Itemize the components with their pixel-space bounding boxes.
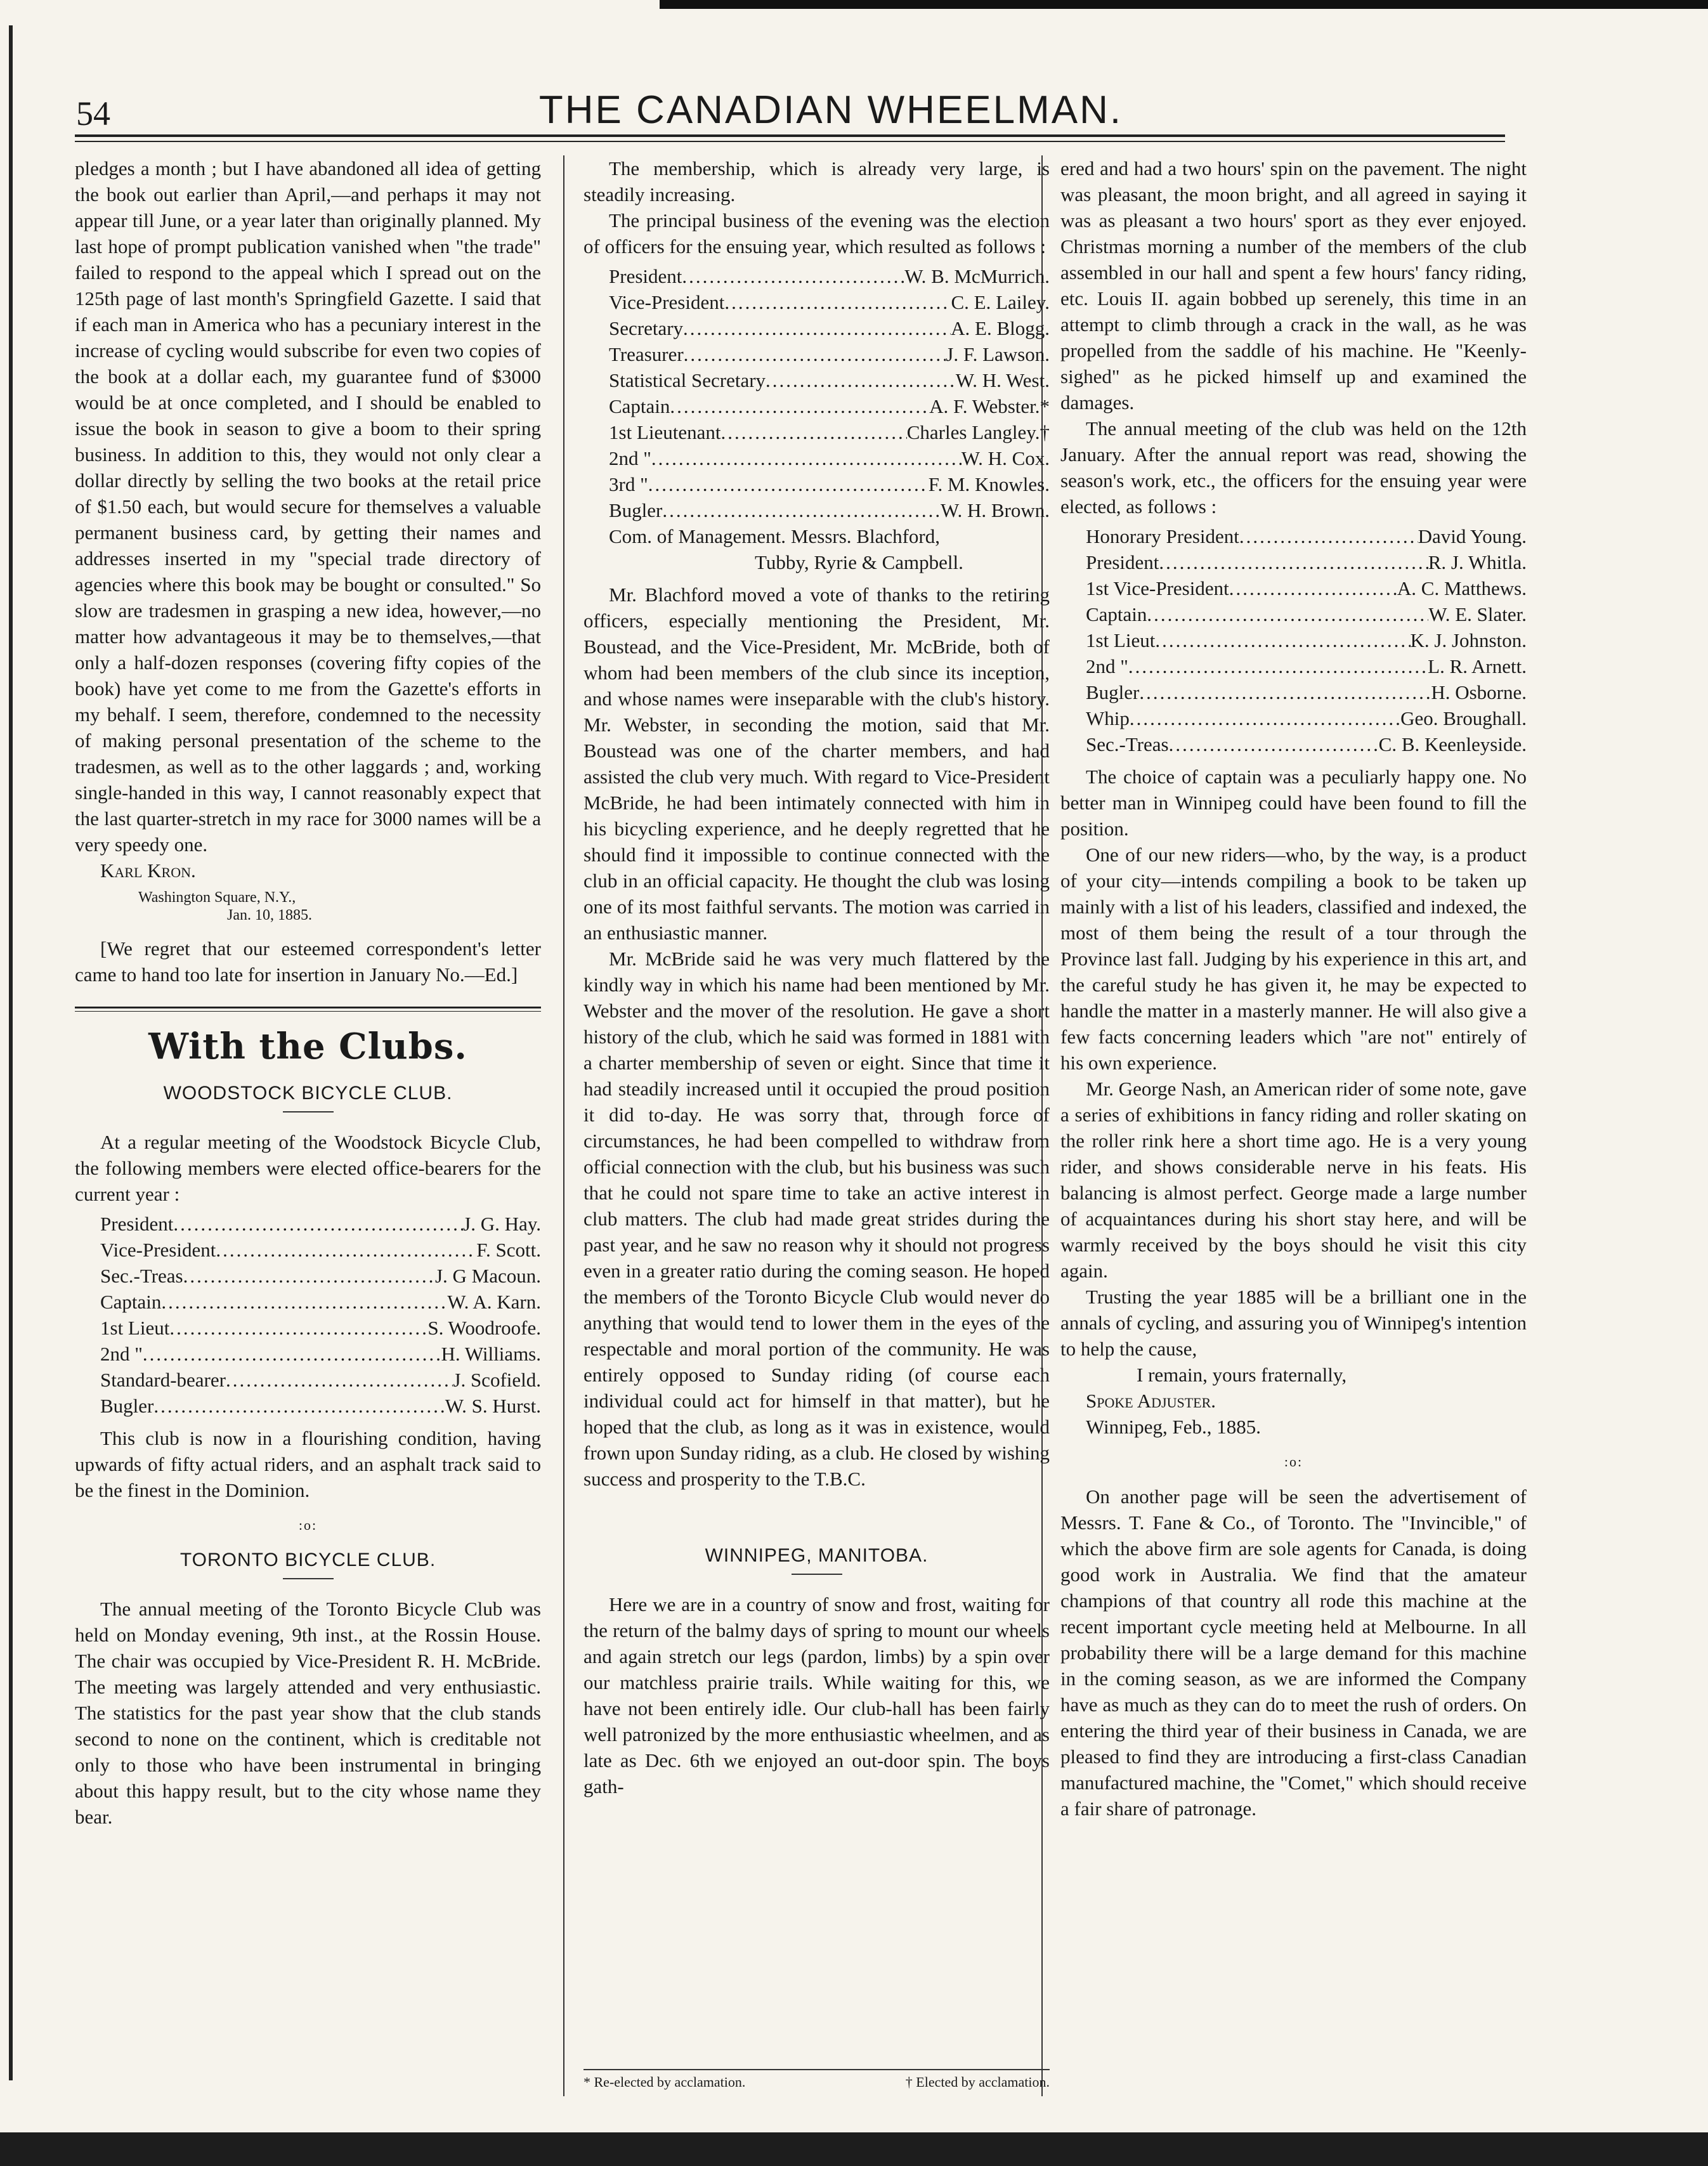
letter-signature-winnipeg: Spoke Adjuster. xyxy=(1086,1390,1216,1412)
officer-row: Bugler ..... W. H. Brown. xyxy=(609,497,1050,523)
woodstock-closing: This club is now in a flourishing condition, having upwards of fifty actual riders, and an asphalt track said to be the finest in the Dominion. xyxy=(75,1427,541,1501)
officer-row: 1st Lieut ..... K. J. Johnston. xyxy=(1086,627,1527,653)
scan-edge-top xyxy=(660,0,1708,9)
short-rule xyxy=(792,1574,842,1575)
scan-edge-bottom xyxy=(0,2132,1708,2166)
toronto-election: The principal business of the evening was the election of officers for the ensuing year, which resulted as follows : xyxy=(583,209,1050,258)
scan-edge-left xyxy=(9,25,13,2080)
officer-row-continued: Tubby, Ryrie & Campbell. xyxy=(755,551,963,573)
officer-row: Vice-President ..... F. Scott. xyxy=(100,1237,541,1263)
letter-dateline xyxy=(75,889,541,924)
short-rule xyxy=(283,1578,334,1579)
dateline-place: Washington Square, N.Y., xyxy=(138,889,296,906)
winnipeg-paragraph: Here we are in a country of snow and frost, waiting for the return of the balmy days of spring to mount our wheels and again stretch our legs (pardon, limbs) by a spin over our matchless prairie trails. While waiting for this, we have not been entirely idle. Our club-hall has been fairly well patronized by the more enthusiastic wheelmen, and as late as Dec. 6th we enjoyed an out-door spin. The boys gath- xyxy=(583,1593,1050,1797)
letter-paragraph: pledges a month ; but I have abandoned all idea of getting the book out earlier than April,—and perhaps it may not appear till June, or a year later than originally planned. My last hope of prompt publication vanished when "the trade" failed to respond to the appeal which I spread out on the 125th page of last month's Springfield Gazette. I said that if each man in America who has a pecuniary interest in the increase of cycling would subscribe for even two copies of the book at a dollar each, my guarantee fund of $3000 would be at once completed, and I should be enabled to issue the book in season to give a boom to their spring business. In addition to this, they would not only clear a dollar directly by selling the two books at the retail price of $1.50 each, but would secure for themselves a valuable permanent business card, by getting their names and addresses inserted in my "special trade directory of agencies where this book may be bought or consulted." So slow are tradesmen in grasping a new idea, however,—no matter how advantageous it may be to themselves,—that only a half-dozen responses (covering fifty copies of the book) have yet come to me from the Gazette's efforts in my behalf. I seem, therefore, condemned to the necessity of making personal presentation of the scheme to the tradesmen, as well as to the other laggards ; and, working single-handed in this way, I cannot reasonably expect that the last quarter-stretch in my race for 3000 names will be a very speedy one. xyxy=(75,157,541,856)
officer-row: Statistical Secretary ..... W. H. West. xyxy=(609,367,1050,393)
officer-row: Bugler ..... H. Osborne. xyxy=(1086,679,1527,705)
officer-row: 1st Vice-President ..... A. C. Matthews. xyxy=(1086,575,1527,601)
column-2 xyxy=(583,155,1050,1799)
officer-row: Standard-bearer ..... J. Scofield. xyxy=(100,1367,541,1393)
woodstock-heading: WOODSTOCK BICYCLE CLUB. xyxy=(163,1083,453,1104)
dateline-date: Jan. 10, 1885. xyxy=(227,907,312,923)
section-rule xyxy=(75,1007,541,1012)
winnipeg-dateline: Winnipeg, Feb., 1885. xyxy=(1086,1416,1261,1438)
toronto-heading: TORONTO BICYCLE CLUB. xyxy=(179,1549,436,1570)
officer-row: Whip ..... Geo. Broughall. xyxy=(1086,705,1527,731)
header-rule-thin xyxy=(75,141,1505,142)
officer-row: President ..... R. J. Whitla. xyxy=(1086,549,1527,575)
officer-row: 2nd " ..... H. Williams. xyxy=(100,1341,541,1367)
editor-note: [We regret that our esteemed correspondent's letter came to hand too late for insertion in January No.—Ed.] xyxy=(75,937,541,986)
george-nash-paragraph: Mr. George Nash, an American rider of some note, gave a series of exhibitions in fancy riding and roller skating on the roller rink here a short time ago. He is a very young rider, and shows considerable nerve in his feats. His balancing is almost perfect. George made a large number of acquaintances during his short stay here, and will be warmly received by the boys should he visit this city again. xyxy=(1060,1078,1527,1282)
officer-row: 2nd " ..... W. H. Cox. xyxy=(609,445,1050,471)
new-riders-paragraph: One of our new riders—who, by the way, is a product of your city—intends compiling a book to be taken up mainly with a list of his leaders, classified and indexed, the most of them being the result of a tour through the Province last fall. Judging by his experience in this art, and the careful study he has given it, he may be expected to handle the matter in a masterly manner. He will also give a few facts concerning leaders which "are not" entirely of his own experience. xyxy=(1060,844,1527,1074)
officer-row: Sec.-Treas ..... C. B. Keenleyside. xyxy=(1086,731,1527,757)
officer-row: Captain ..... A. F. Webster.* xyxy=(609,393,1050,419)
fane-advert-paragraph: On another page will be seen the advertisement of Messrs. T. Fane & Co., of Toronto. The "Invincible," of which the above firm are sole agents for Canada, is doing good work in Australia. We find that the amateur champions of that country all rode this machine at the recent important cycle meeting held at Melbourne. In all probability there will be a large demand for this machine in the coming season, as we are informed the Company have as much as they can do to meet the rush of orders. On entering the third year of their business in Canada, we are pleased to find they are introducing a first-class Canadian manufactured machine, the "Comet," which should receive a fair share of patronage. xyxy=(1060,1485,1527,1820)
officer-row: Secretary ..... A. E. Blogg. xyxy=(609,315,1050,341)
masthead-title: THE CANADIAN WHEELMAN. xyxy=(538,88,1123,132)
letter-closing: I remain, yours fraternally, xyxy=(1137,1364,1347,1386)
officer-row: 3rd " ..... F. M. Knowles. xyxy=(609,471,1050,497)
officer-row: Captain ..... W. E. Slater. xyxy=(1086,601,1527,627)
blachford-paragraph: Mr. Blachford moved a vote of thanks to the retiring officers, especially mentioning the President, Mr. Boustead, and the Vice-President, Mr. McBride, both of whom had been members of the club since its inception, and whose names were inseparable with the club's history. Mr. Webster, in seconding the motion, said that Mr. Boustead was one of the charter members, and had assisted the club very much. With regard to Vice-President McBride, he had been intimately connected with him in his bicycling experience, and he deeply regretted that he should find it impossible to continue connected with the club in an official capacity. He thought the club was losing one of its most faithful servants. The motion was carried in an enthusiastic manner. xyxy=(583,584,1050,944)
woodstock-officers xyxy=(100,1211,541,1419)
officer-row: Treasurer ..... J. F. Lawson. xyxy=(609,341,1050,367)
column-divider xyxy=(563,155,564,2096)
officer-row: Captain ..... W. A. Karn. xyxy=(100,1289,541,1315)
officer-row: 1st Lieut ..... S. Woodroofe. xyxy=(100,1315,541,1341)
footnote-reelected: * Re-elected by acclamation. xyxy=(583,2074,746,2090)
toronto-intro: The annual meeting of the Toronto Bicycle Club was held on Monday evening, 9th inst., at the Rossin House. The chair was occupied by Vice-President R. H. McBride. The meeting was largely attended and very enthusiastic. The statistics for the past year show that the club stands second to none on the continent, which is creditable not only to those who have been instrumental in bringing about this happy result, but to the city whose name they bear. xyxy=(75,1598,541,1828)
officer-row: Sec.-Treas ..... J. G Macoun. xyxy=(100,1263,541,1289)
officer-row: President ..... J. G. Hay. xyxy=(100,1211,541,1237)
toronto-membership: The membership, which is already very large, is steadily increasing. xyxy=(583,157,1050,206)
winnipeg-continued: ered and had a two hours' spin on the pavement. The night was pleasant, the moon bright, and all agreed in saying it was as pleasant a two hours' sport as they ever enjoyed. Christmas morning a number of the members of the club assembled in our hall and spent a few hours' fancy riding, etc. Louis II. again bobbed up serenely, this time in an attempt to climb through a crack in the wall, as he was propelled from the saddle of his machine. He "Keenly-sighed" as he picked himself up and examined the damages. xyxy=(1060,157,1527,414)
short-rule xyxy=(283,1111,334,1112)
column-3 xyxy=(1060,155,1527,1822)
trusting-paragraph: Trusting the year 1885 will be a brilliant one in the annals of cycling, and assuring you of Winnipeg's intention to help the cause, xyxy=(1060,1286,1527,1360)
winnipeg-heading: WINNIPEG, MANITOBA. xyxy=(705,1545,929,1566)
captain-paragraph: The choice of captain was a peculiarly happy one. No better man in Winnipeg could have been found to fill the position. xyxy=(1060,766,1527,840)
officer-row: Bugler ..... W. S. Hurst. xyxy=(100,1393,541,1419)
toronto-officers xyxy=(609,263,1050,575)
footnotes xyxy=(583,2069,1050,2091)
winnipeg-annual-meeting: The annual meeting of the club was held on the 12th January. After the annual report was read, showing the season's work, etc., the officers for the ensuing year were elected, as follows : xyxy=(1060,417,1527,518)
officer-row: President ..... W. B. McMurrich. xyxy=(609,263,1050,289)
woodstock-intro: At a regular meeting of the Woodstock Bicycle Club, the following members were elected office-bearers for the current year : xyxy=(75,1131,541,1205)
header-rule xyxy=(75,134,1505,137)
officer-row: Com. of Management. Messrs. Blachford, xyxy=(609,525,940,547)
officer-row: 1st Lieutenant ..... Charles Langley.† xyxy=(609,419,1050,445)
column-1 xyxy=(75,155,541,1830)
footnote-elected: † Elected by acclamation. xyxy=(905,2074,1050,2090)
officer-row: Honorary President ..... David Young. xyxy=(1086,523,1527,549)
mcbride-paragraph: Mr. McBride said he was very much flattered by the kindly way in which his name had been mentioned by Mr. Webster and the mover of the resolution. He gave a short history of the club, which he said was formed in 1881 with a charter membership of seven or eight. Since that time it had steadily increased until it occupied the proud position it did to-day. He was sorry that, through force of circumstances, he had been compelled to withdraw from official connection with the club, but his business was such that he could not spare time to take an active interest in club matters. The club had made great strides during the past year, and he saw no reason why it should not progress even in a greater ratio during the coming season. He hoped the members of the Toronto Bicycle Club would never do anything that would tend to lower them in the eyes of the respectable and moral portion of the community. He was entirely opposed to Sunday riding (of course each individual could act for himself in that matter), but he hoped that the club, as long as it was in existence, would frown upon Sunday riding, as a club. He closed by wishing success and prosperity to the T.B.C. xyxy=(583,948,1050,1490)
letter-signature: Karl Kron. xyxy=(100,859,196,882)
page-number: 54 xyxy=(76,95,110,133)
winnipeg-officers xyxy=(1086,523,1527,757)
officer-row: 2nd " ..... L. R. Arnett. xyxy=(1086,653,1527,679)
section-ornament: :o: xyxy=(1284,1454,1303,1470)
section-title: With the Clubs. xyxy=(148,1026,467,1067)
section-ornament: :o: xyxy=(298,1517,318,1533)
officer-row: Vice-President ..... C. E. Lailey. xyxy=(609,289,1050,315)
